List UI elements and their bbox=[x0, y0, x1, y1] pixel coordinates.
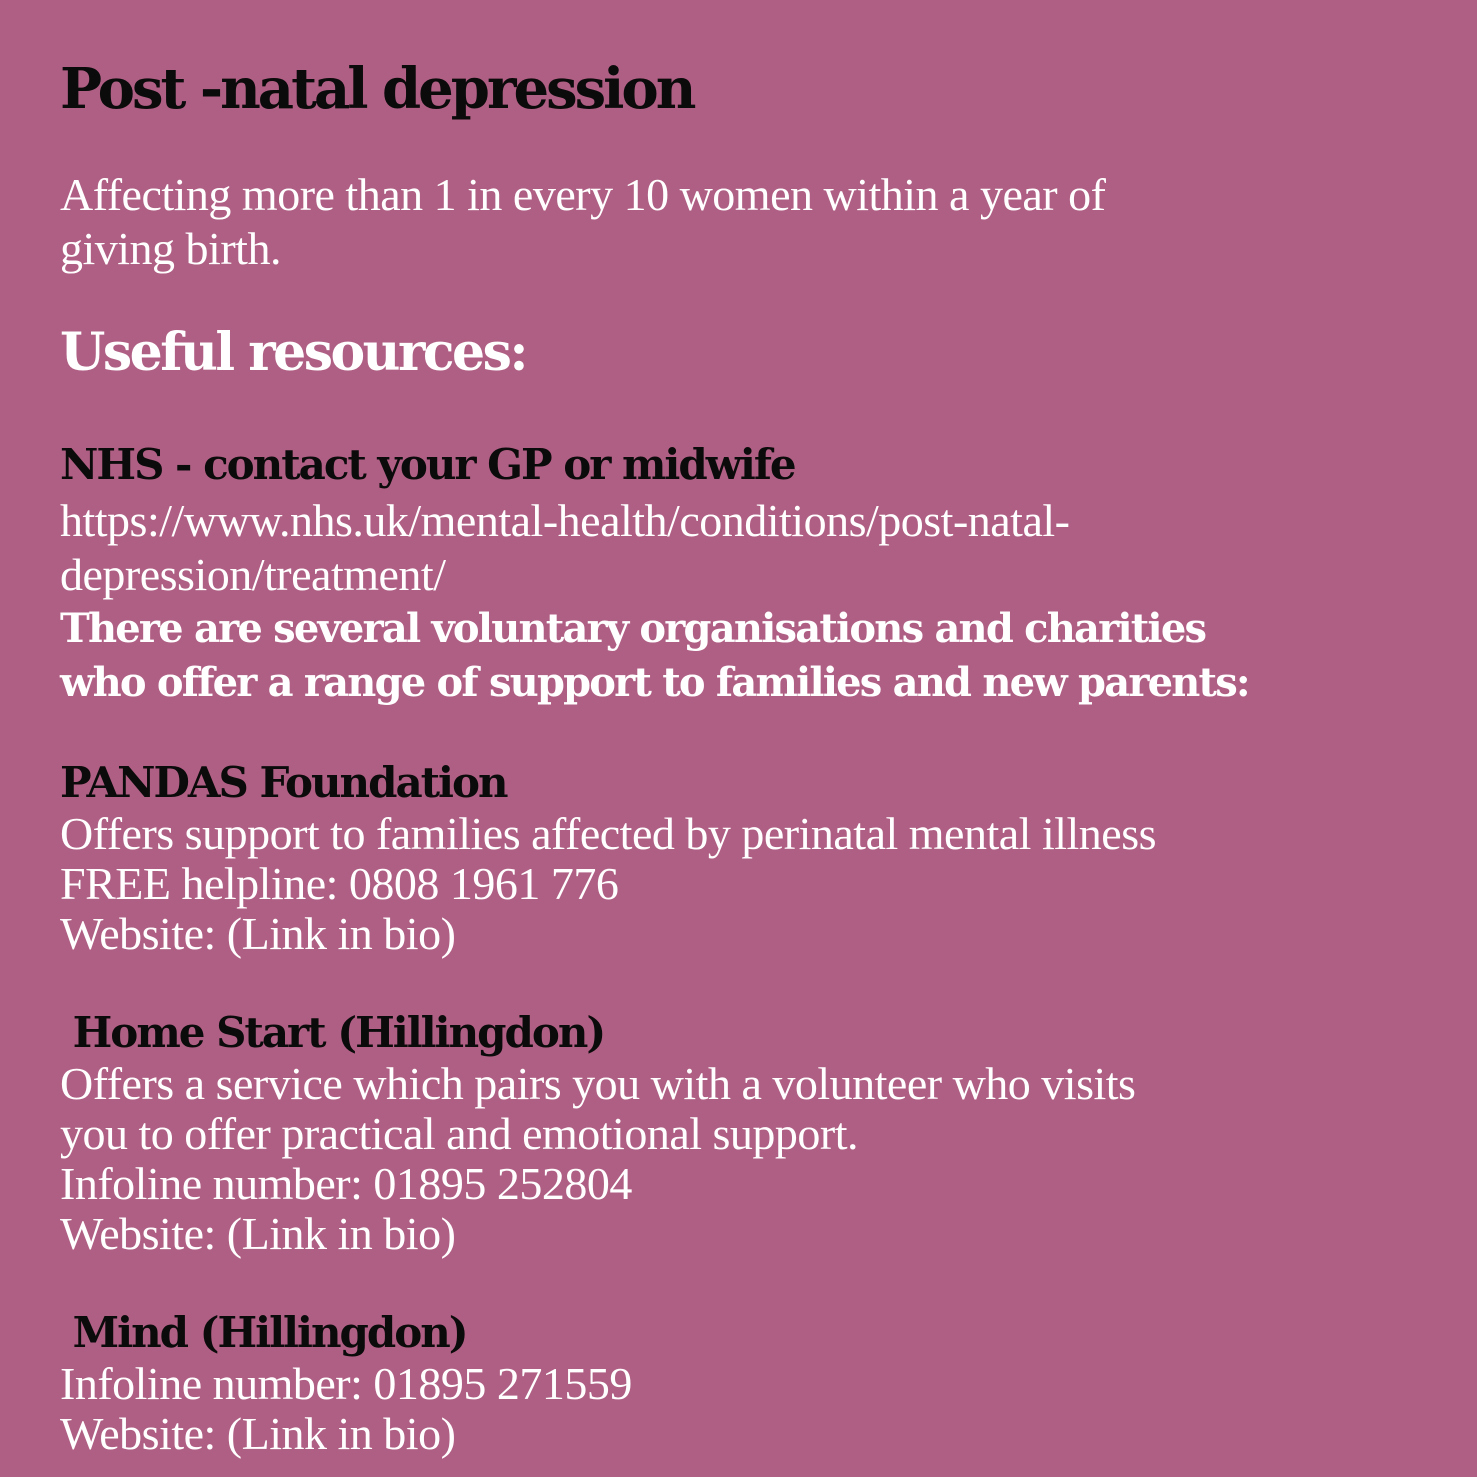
pandas-heading: PANDAS Foundation bbox=[60, 758, 507, 807]
pandas-website: Website: (Link in bio) bbox=[60, 908, 456, 959]
mind-infoline: Infoline number: 01895 271559 bbox=[60, 1358, 632, 1409]
nhs-heading: NHS - contact your GP or midwife bbox=[60, 440, 795, 489]
pandas-helpline: FREE helpline: 0808 1961 776 bbox=[60, 858, 619, 909]
nhs-url-line-2[interactable]: depression/treatment/ bbox=[60, 549, 446, 600]
mind-heading: Mind (Hillingdon) bbox=[60, 1308, 467, 1357]
nhs-url-line-1[interactable]: https://www.nhs.uk/mental-health/conditions/post-natal- bbox=[60, 495, 1070, 546]
home-start-heading: Home Start (Hillingdon) bbox=[60, 1008, 605, 1057]
home-start-description-line-2: you to offer practical and emotional support. bbox=[60, 1108, 859, 1159]
resources-heading: Useful resources: bbox=[60, 322, 527, 383]
home-start-website: Website: (Link in bio) bbox=[60, 1208, 456, 1259]
charities-note-line-2: who offer a range of support to families and new parents: bbox=[60, 659, 1249, 706]
intro-text-line-2: giving birth. bbox=[60, 223, 281, 274]
intro-text-line-1: Affecting more than 1 in every 10 women within a year of bbox=[60, 169, 1106, 220]
mind-website: Website: (Link in bio) bbox=[60, 1408, 456, 1459]
home-start-description-line-1: Offers a service which pairs you with a volunteer who visits bbox=[60, 1058, 1136, 1109]
pandas-description: Offers support to families affected by perinatal mental illness bbox=[60, 808, 1157, 859]
page-title: Post -natal depression bbox=[60, 56, 694, 122]
charities-note-line-1: There are several voluntary organisations and charities bbox=[60, 605, 1206, 652]
home-start-infoline: Infoline number: 01895 252804 bbox=[60, 1158, 632, 1209]
